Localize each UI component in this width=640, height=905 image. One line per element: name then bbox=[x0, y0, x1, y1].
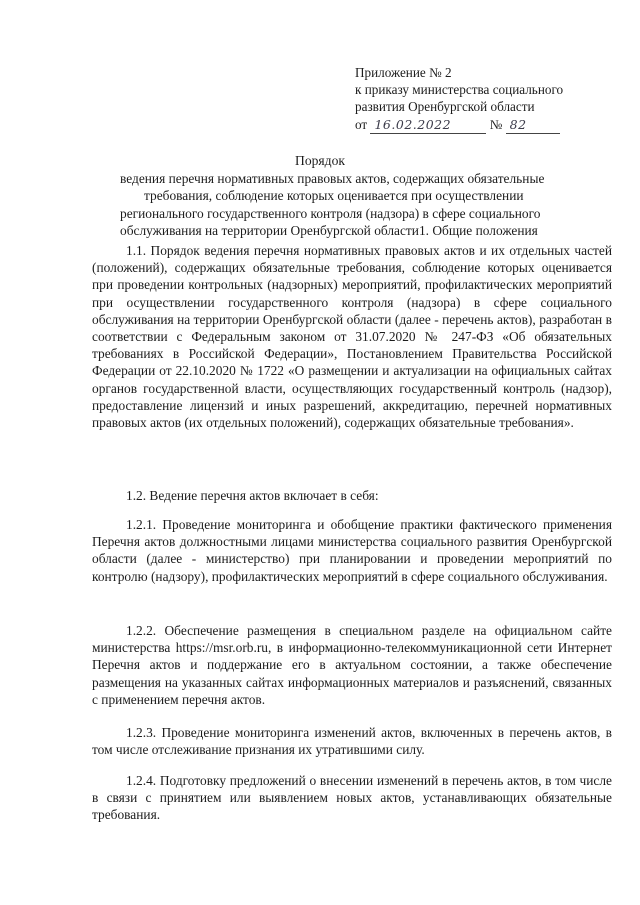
subtitle-line: обслуживания на территории Оренбургской области1. Общие положения bbox=[120, 222, 538, 238]
appendix-header bbox=[355, 64, 615, 134]
paragraph-1-2-4: 1.2.4. Подготовку предложений о внесении изменений в перечень актов, в том числе в связи с принятием или выявлением новых актов, устанавливающих обязательные требования. bbox=[92, 773, 612, 823]
paragraph-1-2-1: 1.2.1. Проведение мониторинга и обобщение практики фактического применения Перечня актов должностными лицами министерства социального развития Оренбургской области (далее - министерство) при планировании и проведении мероприятий по контролю (надзору), профилактических мероприятий в сфере социального обслуживания. bbox=[92, 517, 612, 584]
number-prefix: № bbox=[489, 116, 503, 132]
paragraph-1-1: 1.1. Порядок ведения перечня нормативных правовых актов и их отдельных частей (положений), содержащих обязательные требования, соблюдение которых оценивается при проведении контрольных (надзорных) мероприятий, профилактических мероприятий при осуществлении государственного контроля (надзора) в сфере социального обслуживания на территории Оренбургской области (далее - перечень актов), разработан в соответствии с Федеральным законом от 31.07.2020 № 247-ФЗ «Об обязательных требованиях в Российской Федерации», Постановлением Правительства Российской Федерации от 22.10.2020 № 1722 «О размещении и актуализации на официальных сайтах органов государственной власти, осуществляющих государственный контроль (надзор), предоставление лицензий и иных разрешений, аккредитацию, перечней нормативных правовых актов (их отдельных положений), содержащих обязательные требования». bbox=[92, 243, 612, 431]
handwritten-date: 16.02.2022 bbox=[370, 116, 486, 134]
document-subtitle bbox=[120, 170, 610, 239]
subtitle-line: требования, соблюдение которых оценивается при осуществлении bbox=[144, 188, 524, 204]
appendix-number: Приложение № 2 bbox=[355, 65, 452, 80]
appendix-order-ref: к приказу министерства социального bbox=[355, 82, 564, 98]
paragraph-1-2-2: 1.2.2. Обеспечение размещения в специальном разделе на официальном сайте министерства https://msr.orb.ru, в информационно-телекоммуникационной сети Интернет Перечня актов и поддержание его в актуальном состоянии, а также обеспечение размещения на указанных сайтах информационных материалов и разъяснений, связанных с применением перечня актов. bbox=[92, 623, 612, 707]
paragraph-1-2: 1.2. Ведение перечня актов включает в себя: bbox=[126, 488, 379, 503]
document-title: Порядок bbox=[295, 153, 345, 168]
date-prefix: от bbox=[355, 116, 368, 132]
paragraph-1-2-3: 1.2.3. Проведение мониторинга изменений актов, включенных в перечень актов, в том числе отслеживание признания их утратившими силу. bbox=[92, 725, 612, 758]
appendix-ministry: развития Оренбургской области bbox=[355, 99, 535, 115]
subtitle-line: ведения перечня нормативных правовых актов, содержащих обязательные bbox=[120, 171, 545, 186]
subtitle-line: регионального государственного контроля (надзора) в сфере социального bbox=[120, 205, 541, 221]
handwritten-number: 82 bbox=[506, 116, 560, 134]
appendix-date-line bbox=[355, 116, 615, 134]
